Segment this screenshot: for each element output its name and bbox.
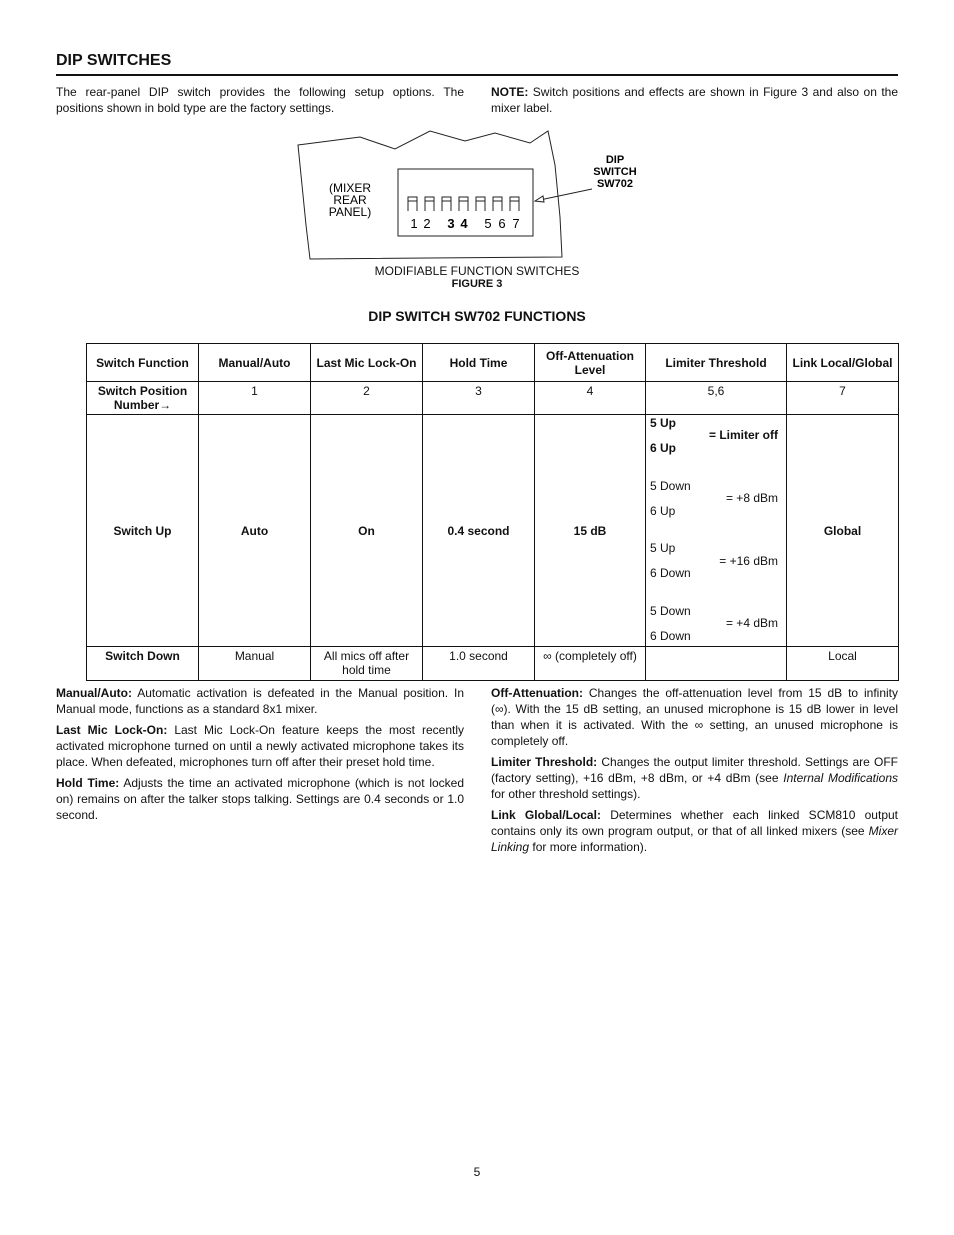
limiter-settings-cell bbox=[646, 415, 787, 647]
description-term: Off-Attenuation: bbox=[491, 686, 583, 700]
dip-toggle-1 bbox=[408, 197, 417, 211]
dip-toggle-2 bbox=[425, 197, 434, 211]
figure-caption bbox=[375, 265, 580, 291]
dip-switch-figure bbox=[290, 125, 670, 265]
dip-toggle-4 bbox=[459, 197, 468, 211]
description-paragraph bbox=[56, 722, 464, 770]
dip-number-6: 6 bbox=[498, 216, 506, 231]
functions-table bbox=[86, 343, 899, 681]
switch-up-cell: 15 dB bbox=[535, 415, 646, 647]
limiter-setting-result: = +8 dBm bbox=[725, 491, 778, 505]
note-text: Switch positions and effects are shown in Figure 3 and also on the mixer label. bbox=[491, 85, 898, 115]
description-text: Last Mic Lock-On feature keeps the most recently activated microphone turned on until a newly activated microphone takes its place. When defeated, microphones turn off after their preset hold time. bbox=[56, 723, 465, 769]
limiter-setting-a: 5 Up bbox=[650, 541, 676, 555]
description-text: Automatic activation is defeated in the Manual position. In Manual mode, functions as a standard 8x1 mixer. bbox=[56, 686, 464, 716]
section-title: DIP SWITCHES bbox=[56, 52, 172, 69]
table-row-position bbox=[87, 382, 899, 415]
description-paragraph bbox=[491, 807, 898, 855]
note-label: NOTE: bbox=[491, 85, 529, 99]
row-label-position: Switch Position Number→ bbox=[87, 382, 199, 415]
descriptions-right bbox=[491, 685, 898, 860]
description-text: Adjusts the time an activated microphone (which is not locked on) remains on after the talker stops talking. Settings are 0.4 seconds or 1.0 second. bbox=[56, 776, 465, 822]
switch-down-cell: 1.0 second bbox=[423, 647, 535, 681]
limiter-setting-b: 6 Up bbox=[650, 441, 677, 455]
dip-number-4: 4 bbox=[460, 216, 468, 231]
dip-toggle-6 bbox=[493, 197, 502, 211]
dip-number-3: 3 bbox=[447, 216, 455, 231]
header-last-mic-lock-on: Last Mic Lock-On bbox=[311, 344, 423, 382]
limiter-setting-a: 5 Up bbox=[650, 416, 677, 430]
switch-down-cell bbox=[646, 647, 787, 681]
switch-up-cell: On bbox=[311, 415, 423, 647]
title-rule bbox=[56, 74, 898, 76]
limiter-setting-b: 6 Down bbox=[650, 629, 691, 643]
switch-down-cell: All mics off after hold time bbox=[311, 647, 423, 681]
callout-line-3: SW702 bbox=[596, 178, 634, 190]
description-term: Link Global/Local: bbox=[491, 808, 601, 822]
row-label-switch-up: Switch Up bbox=[87, 415, 199, 647]
limiter-setting-b: 6 Up bbox=[650, 504, 676, 518]
switch-up-cell: Global bbox=[787, 415, 899, 647]
description-text-after: for other threshold settings). bbox=[491, 787, 641, 801]
limiter-setting-result: = +4 dBm bbox=[725, 616, 778, 630]
dip-toggle-7 bbox=[510, 197, 519, 211]
panel-label-line-2: REAR bbox=[333, 193, 367, 207]
limiter-setting-result: = +16 dBm bbox=[719, 554, 778, 568]
header-manual-auto: Manual/Auto bbox=[199, 344, 311, 382]
description-paragraph bbox=[56, 775, 464, 823]
page-number: 5 bbox=[473, 1165, 481, 1179]
descriptions-left bbox=[56, 685, 464, 828]
position-cell: 1 bbox=[199, 382, 311, 415]
position-cell: 3 bbox=[423, 382, 535, 415]
switch-up-cell: 0.4 second bbox=[423, 415, 535, 647]
header-switch-function: Switch Function bbox=[87, 344, 199, 382]
dip-number-5: 5 bbox=[484, 216, 492, 231]
switch-up-cell: Auto bbox=[199, 415, 311, 647]
position-cell: 7 bbox=[787, 382, 899, 415]
dip-toggle-3 bbox=[442, 197, 451, 211]
description-paragraph bbox=[491, 754, 898, 802]
panel-label-line-1: (MIXER bbox=[329, 181, 371, 195]
table-title: DIP SWITCH SW702 FUNCTIONS bbox=[368, 308, 586, 324]
callout-line-2: SWITCH bbox=[593, 166, 637, 178]
limiter-setting-b: 6 Down bbox=[650, 566, 691, 580]
description-paragraph bbox=[491, 685, 898, 749]
dip-toggle-5 bbox=[476, 197, 485, 211]
position-cell: 4 bbox=[535, 382, 646, 415]
intro-note bbox=[491, 84, 898, 116]
table-header-row bbox=[87, 344, 899, 382]
header-limiter-threshold: Limiter Threshold bbox=[646, 344, 787, 382]
description-text: Changes the off-attenuation level from 15 dB to infinity (∞). With the 15 dB setting, an unused microphone is 15 dB lower in level than when it is activated. With the ∞ setting, an unused microphone is completely off. bbox=[491, 686, 898, 748]
limiter-setting-a: 5 Down bbox=[650, 604, 691, 618]
position-cell: 2 bbox=[311, 382, 423, 415]
table-row-switch-up bbox=[87, 415, 899, 647]
description-term: Last Mic Lock-On: bbox=[56, 723, 168, 737]
limiter-setting-a: 5 Down bbox=[650, 479, 691, 493]
header-link: Link Local/Global bbox=[787, 344, 899, 382]
switch-down-cell: ∞ (completely off) bbox=[535, 647, 646, 681]
limiter-setting-result: = Limiter off bbox=[708, 428, 778, 442]
switch-down-cell: Manual bbox=[199, 647, 311, 681]
callout-line-1: DIP bbox=[605, 154, 625, 166]
figure-caption-text: MODIFIABLE FUNCTION SWITCHES bbox=[374, 264, 580, 278]
description-text: Changes the output limiter threshold. Settings are OFF (factory setting), +16 dBm, +8 dBm, or +4 dBm (see bbox=[491, 755, 899, 785]
dip-number-7: 7 bbox=[512, 216, 520, 231]
description-reference: Internal Modifications bbox=[783, 771, 899, 785]
figure-number: FIGURE 3 bbox=[451, 278, 503, 290]
intro-paragraph: The rear-panel DIP switch provides the following setup options. The positions shown in bold type are the factory settings. bbox=[56, 85, 464, 115]
header-off-attenuation: Off-Attenuation Level bbox=[535, 344, 646, 382]
description-term: Hold Time: bbox=[56, 776, 120, 790]
dip-number-2: 2 bbox=[423, 216, 431, 231]
row-label-switch-down: Switch Down bbox=[87, 647, 199, 681]
dip-switch-toggles bbox=[408, 197, 519, 211]
description-paragraph bbox=[56, 685, 464, 717]
panel-label-line-3: PANEL) bbox=[328, 205, 372, 219]
description-text: Determines whether each linked SCM810 output contains only its own program output, or that of all linked mixers (see bbox=[491, 808, 898, 838]
description-term: Limiter Threshold: bbox=[491, 755, 598, 769]
header-hold-time: Hold Time bbox=[423, 344, 535, 382]
description-text-after: for more information). bbox=[529, 840, 648, 854]
description-term: Manual/Auto: bbox=[56, 686, 132, 700]
description-reference: Mixer Linking bbox=[491, 824, 898, 854]
position-cell: 5,6 bbox=[646, 382, 787, 415]
callout-arrowhead bbox=[535, 196, 544, 202]
dip-number-1: 1 bbox=[410, 216, 418, 231]
dip-switch-numbers bbox=[410, 216, 519, 231]
table-row-switch-down bbox=[87, 647, 899, 681]
switch-down-cell: Local bbox=[787, 647, 899, 681]
